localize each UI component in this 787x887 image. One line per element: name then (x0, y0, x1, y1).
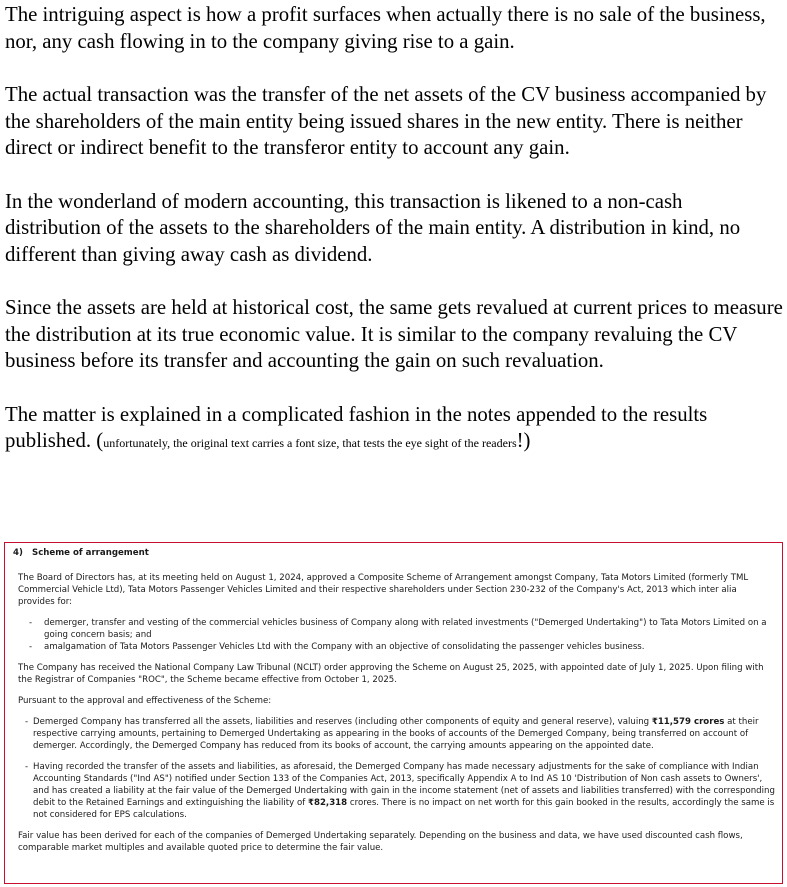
paragraph-historical-cost: Since the assets are held at historical cost, the same gets revalued at current prices to measure the distribution at its true economic value. It is similar to the company revaluing the CV business before its transfer and accounting the gain on such revaluation. (5, 296, 783, 372)
bullet-transfer-text-end: at their respective carrying amounts, pertaining to Demerged Undertaking as appearing in the books of accounts of the Demerged Company, being transferred on account of demerger. Accordingly, the Demerged Company has reduced from its books of account, the carrying amounts appearing on the appointed date. (33, 717, 759, 751)
excerpt-heading (13, 547, 776, 559)
excerpt-provisions-list (18, 617, 776, 653)
paragraph-notes-explanation (5, 402, 783, 457)
notes-small-remark: unfortunately, the original text carries a font size, that tests the eye sight of the readers (103, 436, 517, 450)
bullet-ind-as (18, 761, 776, 821)
paragraph-actual-transaction: The actual transaction was the transfer of the net assets of the CV business accompanied by the shareholders of the main entity being issued shares in the new entity. There is neither direct or indirect benefit to the transferor entity to account any gain. (5, 83, 767, 159)
excerpt-bullets (18, 716, 776, 821)
excerpt-title: Scheme of arrangement (32, 548, 149, 558)
notes-paren-open: ( (91, 429, 104, 452)
excerpt-nclt-order: The Company has received the National Company Law Tribunal (NCLT) order approving the Scheme on August 25, 2025, with appointed date of July 1, 2025. Upon filing with the Registrar of Companies "ROC", the Scheme became effective from October 1, 2025. (18, 663, 764, 685)
bullet-transfer-text: Demerged Company has transferred all the assets, liabilities and reserves (including other components of equity and general reserve), valuing (33, 717, 652, 727)
excerpt-number: 4) (13, 548, 23, 558)
paragraph-profit-aspect: The intriguing aspect is how a profit surfaces when actually there is no sale of the business, nor, any cash flowing in to the company giving rise to a gain. (5, 3, 766, 53)
bullet-ind-as-text: Having recorded the transfer of the assets and liabilities, as aforesaid, the Demerged Company has made necessary adjustments for the sake of compliance with Indian Accounting Standards ("Ind AS") notified under Section 133 of the Companies Act, 2013, specifically Appendix A to Ind AS 10 'Distribution of Non cash assets to Owners', and has created a liability at the fair value of the Demerged Undertaking with gain in the income statement (net of assets and liabilities transferred) with the corresponding debit to the Retained Earnings and extinguishing the liability of (33, 762, 775, 808)
bullet-transfer (18, 716, 776, 752)
bullet-ind-as-text-end: crores. There is no impact on net worth for this gain booked in the results, accordingly the same is not considered for EPS calculations. (33, 798, 775, 820)
paragraph-wonderland: In the wonderland of modern accounting, this transaction is likened to a non-cash distribution of the assets to the shareholders of the main entity. A distribution in kind, no different than giving away cash as dividend. (5, 189, 741, 266)
provision-demerger: - demerger, transfer and vesting of the commercial vehicles business of Company along with related investments ("Demerged Undertaking") to Tata Motors Limited on a going concern basis; and (18, 617, 776, 641)
excerpt-fair-value: Fair value has been derived for each of the companies of Demerged Undertaking separately. Depending on the business and data, we have used discounted cash flows, comparable market multiples and available quoted price to determine the fair value. (18, 831, 743, 853)
provision-amalgamation: - amalgamation of Tata Motors Passenger Vehicles Ltd with the Company with an objective of consolidating the passenger vehicles business. (18, 641, 776, 653)
liability-amount: ₹82,318 (307, 798, 348, 808)
excerpt-intro: The Board of Directors has, at its meeting held on August 1, 2024, approved a Composite Scheme of Arrangement amongst Company, Tata Motors Limited (formerly TML Commercial Vehicle Ltd), Tata Motors Passenger Vehicles Limited and their respective shareholders under Section 230-232 of the Company's Act, 2013 which inter alia provides for: (18, 573, 749, 607)
notes-paren-close: !) (516, 429, 531, 452)
scheme-excerpt-image (4, 542, 783, 884)
article-text (5, 2, 783, 484)
excerpt-pursuant: Pursuant to the approval and effectiveness of the Scheme: (18, 696, 272, 706)
transfer-amount: ₹11,579 crores (651, 717, 725, 727)
notes-main-text: The matter is explained in a complicated fashion in the notes appended to the results published. (5, 402, 708, 452)
